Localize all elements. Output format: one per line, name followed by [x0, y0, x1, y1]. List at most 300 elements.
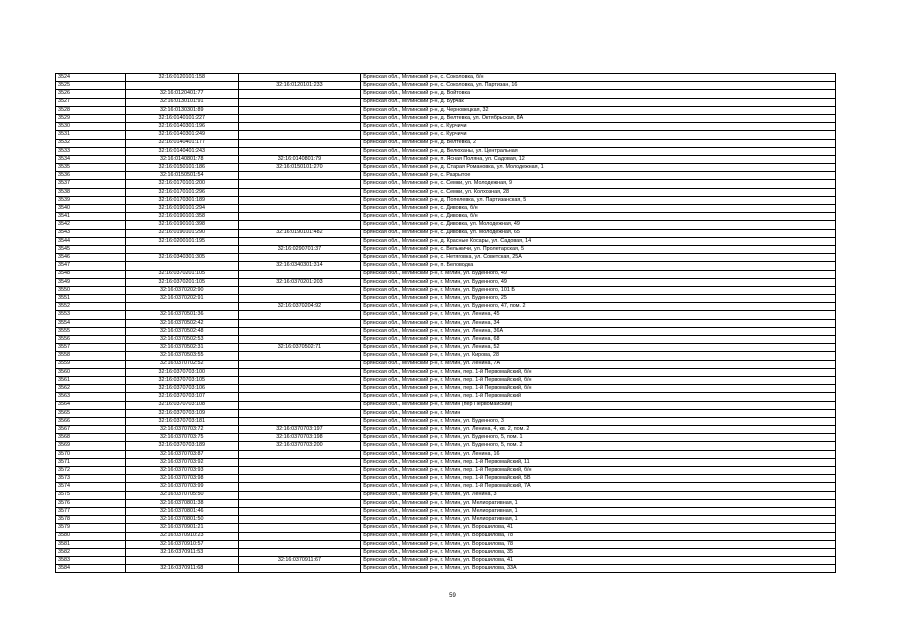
row-number-cell: 3560: [56, 368, 126, 376]
cadastral-number-cell: 32:16:0370702:52: [125, 360, 238, 368]
row-number-cell: 3554: [56, 319, 126, 327]
cadastral-number-cell: 32:16:0370703:99: [125, 483, 238, 491]
row-number-cell: 3542: [56, 221, 126, 229]
row-number-cell: 3551: [56, 295, 126, 303]
cadastral-number-cell: [125, 303, 238, 311]
row-number-cell: 3562: [56, 385, 126, 393]
cadastral-number-cell: 32:16:0370703:106: [125, 385, 238, 393]
address-cell: Брянская обл., Мглинский р-н, г. Мглин, пер. 1-й Первомайский, б/н: [361, 467, 836, 475]
table-row: [56, 254, 836, 262]
address-cell: Брянская обл., Мглинский р-н, г. Мглин, пер. 1-й Первомайский, 7А: [361, 483, 836, 491]
row-number-cell: 3540: [56, 205, 126, 213]
address-cell: Брянская обл., Мглинский р-н, г. Мглин, ул. Ленина, 3: [361, 491, 836, 499]
new-cadastral-number-cell: [238, 467, 361, 475]
table-row: [56, 557, 836, 565]
new-cadastral-number-cell: [238, 475, 361, 483]
address-cell: Брянская обл., Мглинский р-н, д. Велтевка, 2: [361, 139, 836, 147]
table-row: [56, 205, 836, 213]
address-cell: Брянская обл., Мглинский р-н, г. Мглин, ул. Буденного, 5, пом. 2: [361, 442, 836, 450]
address-cell: Брянская обл., Мглинский р-н, г. Мглин, ул. Мелиоративная, 1: [361, 499, 836, 507]
new-cadastral-number-cell: [238, 319, 361, 327]
address-cell: Брянская обл., Мглинский р-н, д. Попелевка, ул. Партизанская, 5: [361, 196, 836, 204]
cadastral-number-cell: 32:16:0370703:108: [125, 401, 238, 409]
address-cell: Брянская обл., Мглинский р-н, г. Мглин, пер. 1-й Первомайский, 5В: [361, 475, 836, 483]
new-cadastral-number-cell: [238, 131, 361, 139]
table-row: [56, 245, 836, 253]
row-number-cell: 3552: [56, 303, 126, 311]
row-number-cell: 3549: [56, 278, 126, 286]
cadastral-number-cell: 32:16:0370202:91: [125, 295, 238, 303]
row-number-cell: 3530: [56, 123, 126, 131]
table-row: [56, 82, 836, 90]
row-number-cell: 3578: [56, 516, 126, 524]
row-number-cell: 3529: [56, 114, 126, 122]
table-row: [56, 360, 836, 368]
table-row: [56, 483, 836, 491]
new-cadastral-number-cell: [238, 532, 361, 540]
cadastral-number-cell: 32:16:0370703:100: [125, 368, 238, 376]
table-row: [56, 524, 836, 532]
new-cadastral-number-cell: [238, 548, 361, 556]
row-number-cell: 3544: [56, 237, 126, 245]
address-cell: Брянская обл., Мглинский р-н, г. Мглин, пер. 1-й Первомайский, 11: [361, 458, 836, 466]
new-cadastral-number-cell: 32:16:0370204:92: [238, 303, 361, 311]
address-cell: Брянская обл., Мглинский р-н, г. Мглин, ул. Ленина, 4, кв. 2, пом. 2: [361, 426, 836, 434]
cadastral-number-cell: 32:16:0170101:200: [125, 180, 238, 188]
new-cadastral-number-cell: [238, 417, 361, 425]
table-row: [56, 286, 836, 294]
row-number-cell: 3531: [56, 131, 126, 139]
new-cadastral-number-cell: [238, 270, 361, 278]
cadastral-number-cell: 32:16:0370501:36: [125, 311, 238, 319]
new-cadastral-number-cell: [238, 360, 361, 368]
new-cadastral-number-cell: [238, 213, 361, 221]
new-cadastral-number-cell: [238, 491, 361, 499]
address-cell: Брянская обл., Мглинский р-н, г. Мглин, ул. Кирова, 28: [361, 352, 836, 360]
table-row: [56, 319, 836, 327]
address-cell: Брянская обл., Мглинский р-н, г. Мглин, ул. Ворошилова, 41: [361, 557, 836, 565]
row-number-cell: 3559: [56, 360, 126, 368]
table-row: [56, 516, 836, 524]
table-row: [56, 90, 836, 98]
table-row: [56, 147, 836, 155]
row-number-cell: 3580: [56, 532, 126, 540]
address-cell: Брянская обл., Мглинский р-н, г. Мглин, ул. Ленина, 36А: [361, 327, 836, 335]
row-number-cell: 3556: [56, 336, 126, 344]
cadastral-number-cell: 32:16:0200101:195: [125, 237, 238, 245]
address-cell: Брянская обл., Мглинский р-н, г. Мглин, ул. Ленина, 52: [361, 344, 836, 352]
address-cell: Брянская обл., Мглинский р-н, д. Бурчак: [361, 98, 836, 106]
table-row: [56, 221, 836, 229]
new-cadastral-number-cell: 32:16:0370911:67: [238, 557, 361, 565]
table-row: [56, 434, 836, 442]
address-cell: Брянская обл., Мглинский р-н, с. Дивовка, ул. Молодежная, 65: [361, 229, 836, 237]
row-number-cell: 3536: [56, 172, 126, 180]
new-cadastral-number-cell: [238, 106, 361, 114]
address-cell: Брянская обл., Мглинский р-н, с. Дивовка, б/н: [361, 205, 836, 213]
table-row: [56, 172, 836, 180]
address-cell: Брянская обл., Мглинский р-н, г. Мглин, ул. Буденного, 5, пом. 1: [361, 434, 836, 442]
address-cell: Брянская обл., Мглинский р-н, г. Мглин (пер Первомайский): [361, 401, 836, 409]
address-cell: Брянская обл., Мглинский р-н, г. Мглин, ул. Ворошилова, 41: [361, 524, 836, 532]
row-number-cell: 3582: [56, 548, 126, 556]
address-cell: Брянская обл., Мглинский р-н, г. Мглин, ул. Буденного, 49: [361, 278, 836, 286]
table-row: [56, 327, 836, 335]
cadastral-number-cell: 32:16:0370502:31: [125, 344, 238, 352]
new-cadastral-number-cell: [238, 368, 361, 376]
cadastral-number-cell: 32:16:0170101:296: [125, 188, 238, 196]
address-cell: Брянская обл., Мглинский р-н, с. Соколовка, ул. Партизан, 16: [361, 82, 836, 90]
cadastral-number-cell: 32:16:0190101:290: [125, 229, 238, 237]
row-number-cell: 3535: [56, 164, 126, 172]
table-row: [56, 213, 836, 221]
cadastral-number-cell: 32:16:0120401:77: [125, 90, 238, 98]
new-cadastral-number-cell: [238, 409, 361, 417]
cadastral-number-cell: 32:16:0370703:92: [125, 458, 238, 466]
address-cell: Брянская обл., Мглинский р-н, с. Разрытое: [361, 172, 836, 180]
table-row: [56, 376, 836, 384]
row-number-cell: 3569: [56, 442, 126, 450]
new-cadastral-number-cell: 32:16:0140801:79: [238, 155, 361, 163]
row-number-cell: 3525: [56, 82, 126, 90]
address-cell: Брянская обл., Мглинский р-н, г. Мглин, ул. Мелиоративная, 1: [361, 516, 836, 524]
new-cadastral-number-cell: [238, 327, 361, 335]
table-row: [56, 450, 836, 458]
new-cadastral-number-cell: [238, 540, 361, 548]
new-cadastral-number-cell: [238, 221, 361, 229]
row-number-cell: 3568: [56, 434, 126, 442]
table-row: [56, 114, 836, 122]
address-cell: Брянская обл., Мглинский р-н, с. Семки, ул. Молодежная, 9: [361, 180, 836, 188]
cadastral-number-cell: 32:16:0370201:105: [125, 270, 238, 278]
new-cadastral-number-cell: [238, 458, 361, 466]
new-cadastral-number-cell: 32:16:0370703:198: [238, 434, 361, 442]
new-cadastral-number-cell: 32:16:0370201:203: [238, 278, 361, 286]
address-cell: Брянская обл., Мглинский р-н, с. Дивовка, ул. Молодежная, 49: [361, 221, 836, 229]
address-cell: Брянская обл., Мглинский р-н, г. Мглин, ул. Ворошилова, 78: [361, 540, 836, 548]
new-cadastral-number-cell: [238, 139, 361, 147]
table-row: [56, 229, 836, 237]
row-number-cell: 3574: [56, 483, 126, 491]
new-cadastral-number-cell: [238, 188, 361, 196]
cadastral-number-cell: 32:16:0370703:189: [125, 442, 238, 450]
address-cell: Брянская обл., Мглинский р-н, с. Курчичи: [361, 131, 836, 139]
row-number-cell: 3527: [56, 98, 126, 106]
address-cell: Брянская обл., Мглинский р-н, г. Мглин, ул. Буденного, 49: [361, 270, 836, 278]
row-number-cell: 3550: [56, 286, 126, 294]
new-cadastral-number-cell: [238, 172, 361, 180]
table-row: [56, 344, 836, 352]
new-cadastral-number-cell: [238, 352, 361, 360]
address-cell: Брянская обл., Мглинский р-н, г. Мглин, ул. Ворошилова, 78: [361, 532, 836, 540]
row-number-cell: 3534: [56, 155, 126, 163]
row-number-cell: 3564: [56, 401, 126, 409]
address-cell: Брянская обл., Мглинский р-н, д. Войтовка: [361, 90, 836, 98]
row-number-cell: 3558: [56, 352, 126, 360]
address-cell: Брянская обл., Мглинский р-н, с. Соколовка, б/н: [361, 74, 836, 82]
row-number-cell: 3526: [56, 90, 126, 98]
address-cell: Брянская обл., Мглинский р-н, г. Мглин, пер. 1-й Первомайский, б/н: [361, 385, 836, 393]
address-cell: Брянская обл., Мглинский р-н, с. Курчичи: [361, 123, 836, 131]
table-row: [56, 295, 836, 303]
row-number-cell: 3539: [56, 196, 126, 204]
table-row: [56, 475, 836, 483]
cadastral-number-cell: 32:16:0370201:105: [125, 278, 238, 286]
new-cadastral-number-cell: [238, 385, 361, 393]
table-row: [56, 196, 836, 204]
row-number-cell: 3566: [56, 417, 126, 425]
cadastral-number-cell: 32:16:0370703:181: [125, 417, 238, 425]
new-cadastral-number-cell: [238, 295, 361, 303]
new-cadastral-number-cell: [238, 311, 361, 319]
table-row: [56, 409, 836, 417]
cadastral-number-cell: 32:16:0370502:42: [125, 319, 238, 327]
cadastral-number-cell: 32:16:0170301:189: [125, 196, 238, 204]
new-cadastral-number-cell: 32:16:0370502:71: [238, 344, 361, 352]
row-number-cell: 3537: [56, 180, 126, 188]
cadastral-number-cell: [125, 262, 238, 270]
address-cell: Брянская обл., Мглинский р-н, г. Мглин, ул. Ворошилова, 35: [361, 548, 836, 556]
new-cadastral-number-cell: 32:16:0120101:233: [238, 82, 361, 90]
cadastral-number-cell: 32:16:0370801:50: [125, 516, 238, 524]
new-cadastral-number-cell: [238, 499, 361, 507]
table-row: [56, 548, 836, 556]
cadastral-number-cell: 32:16:0140301:196: [125, 123, 238, 131]
address-cell: Брянская обл., Мглинский р-н, г. Мглин, ул. Буденного, 25: [361, 295, 836, 303]
table-row: [56, 237, 836, 245]
cadastral-number-cell: 32:16:0120101:158: [125, 74, 238, 82]
address-cell: Брянская обл., Мглинский р-н, с. Дивовка, б/н: [361, 213, 836, 221]
new-cadastral-number-cell: [238, 180, 361, 188]
row-number-cell: 3565: [56, 409, 126, 417]
new-cadastral-number-cell: [238, 90, 361, 98]
table-row: [56, 499, 836, 507]
new-cadastral-number-cell: [238, 450, 361, 458]
new-cadastral-number-cell: 32:16:0370703:197: [238, 426, 361, 434]
row-number-cell: 3573: [56, 475, 126, 483]
table-row: [56, 565, 836, 573]
address-cell: Брянская обл., Мглинский р-н, п. Ясная Поляна, ул. Садовая, 12: [361, 155, 836, 163]
row-number-cell: 3584: [56, 565, 126, 573]
row-number-cell: 3579: [56, 524, 126, 532]
new-cadastral-number-cell: [238, 205, 361, 213]
cadastral-number-cell: 32:16:0370910:23: [125, 532, 238, 540]
cadastral-number-cell: 32:16:0140801:78: [125, 155, 238, 163]
cadastral-number-cell: 32:16:0370911:68: [125, 565, 238, 573]
address-cell: Брянская обл., Мглинский р-н, д. Черновецкая, 32: [361, 106, 836, 114]
address-cell: Брянская обл., Мглинский р-н, г. Мглин, ул. Ворошилова, 33А: [361, 565, 836, 573]
row-number-cell: 3538: [56, 188, 126, 196]
new-cadastral-number-cell: [238, 196, 361, 204]
address-cell: Брянская обл., Мглинский р-н, с. Нетяговка, ул. Советская, 25А: [361, 254, 836, 262]
new-cadastral-number-cell: [238, 516, 361, 524]
cadastral-number-cell: 32:16:0370801:38: [125, 499, 238, 507]
table-row: [56, 491, 836, 499]
new-cadastral-number-cell: [238, 393, 361, 401]
row-number-cell: 3548: [56, 270, 126, 278]
row-number-cell: 3547: [56, 262, 126, 270]
table-row: [56, 164, 836, 172]
cadastral-number-cell: 32:16:0130101:91: [125, 98, 238, 106]
table-row: [56, 131, 836, 139]
address-cell: Брянская обл., Мглинский р-н, г. Мглин, ул. Буденного, 47, пом. 2: [361, 303, 836, 311]
cadastral-number-cell: 32:16:0370703:75: [125, 434, 238, 442]
new-cadastral-number-cell: [238, 565, 361, 573]
address-cell: Брянская обл., Мглинский р-н, г. Мглин, ул. Ленина, 34: [361, 319, 836, 327]
table-row: [56, 98, 836, 106]
cadastral-number-cell: 32:16:0140401:243: [125, 147, 238, 155]
row-number-cell: 3557: [56, 344, 126, 352]
row-number-cell: 3572: [56, 467, 126, 475]
new-cadastral-number-cell: [238, 147, 361, 155]
new-cadastral-number-cell: 32:16:0340301:314: [238, 262, 361, 270]
cadastral-number-cell: 32:16:0370705:50: [125, 491, 238, 499]
row-number-cell: 3571: [56, 458, 126, 466]
new-cadastral-number-cell: [238, 376, 361, 384]
cadastral-number-cell: 32:16:0370703:98: [125, 475, 238, 483]
cadastral-number-cell: 32:16:0370502:48: [125, 327, 238, 335]
cadastral-number-cell: [125, 245, 238, 253]
address-cell: Брянская обл., Мглинский р-н, г. Мглин, пер. 1-й Первомайский, б/н: [361, 368, 836, 376]
cadastral-number-cell: 32:16:0140301:249: [125, 131, 238, 139]
address-cell: Брянская обл., Мглинский р-н, г. Мглин, пер. 1-й Первомайский, б/н: [361, 376, 836, 384]
address-cell: Брянская обл., Мглинский р-н, д. Красные Косары, ул. Садовая, 14: [361, 237, 836, 245]
cadastral-number-cell: 32:16:0370910:57: [125, 540, 238, 548]
cadastral-number-cell: 32:16:0370202:90: [125, 286, 238, 294]
new-cadastral-number-cell: [238, 123, 361, 131]
cadastral-number-cell: 32:16:0370703:105: [125, 376, 238, 384]
new-cadastral-number-cell: 32:16:0150101:270: [238, 164, 361, 172]
row-number-cell: 3576: [56, 499, 126, 507]
row-number-cell: 3561: [56, 376, 126, 384]
table-row: [56, 532, 836, 540]
table-row: [56, 278, 836, 286]
row-number-cell: 3577: [56, 507, 126, 515]
cadastral-number-cell: [125, 82, 238, 90]
table-row: [56, 155, 836, 163]
address-cell: Брянская обл., Мглинский р-н, с. Семки, ул. Колхозная, 28: [361, 188, 836, 196]
address-cell: Брянская обл., Мглинский р-н, г. Мглин: [361, 409, 836, 417]
cadastral-number-cell: 32:16:0370703:93: [125, 467, 238, 475]
row-number-cell: 3545: [56, 245, 126, 253]
cadastral-number-cell: 32:16:0370801:46: [125, 507, 238, 515]
row-number-cell: 3583: [56, 557, 126, 565]
cadastral-number-cell: 32:16:0370703:109: [125, 409, 238, 417]
cadastral-number-cell: 32:16:0190101:358: [125, 213, 238, 221]
table-row: [56, 262, 836, 270]
cadastral-number-cell: 32:16:0370911:53: [125, 548, 238, 556]
new-cadastral-number-cell: 32:16:0370703:200: [238, 442, 361, 450]
new-cadastral-number-cell: [238, 507, 361, 515]
table-row: [56, 270, 836, 278]
new-cadastral-number-cell: 32:16:0190101:482: [238, 229, 361, 237]
table-row: [56, 467, 836, 475]
new-cadastral-number-cell: [238, 114, 361, 122]
cadastral-number-cell: 32:16:0370703:72: [125, 426, 238, 434]
address-cell: Брянская обл., Мглинский р-н, с. Вельжичи, ул. Пролетарская, 5: [361, 245, 836, 253]
address-cell: Брянская обл., Мглинский р-н, д. Велюханы, ул. Центральная: [361, 147, 836, 155]
page-number: 59: [449, 593, 456, 599]
new-cadastral-number-cell: [238, 524, 361, 532]
table-row: [56, 442, 836, 450]
new-cadastral-number-cell: [238, 286, 361, 294]
address-cell: Брянская обл., Мглинский р-н, г. Мглин, ул. Ленина, 7А: [361, 360, 836, 368]
row-number-cell: 3543: [56, 229, 126, 237]
new-cadastral-number-cell: [238, 401, 361, 409]
row-number-cell: 3567: [56, 426, 126, 434]
table-row: [56, 106, 836, 114]
cadastral-number-cell: 32:16:0150501:54: [125, 172, 238, 180]
table-row: [56, 180, 836, 188]
table-row: [56, 303, 836, 311]
cadastral-number-cell: 32:16:0150101:186: [125, 164, 238, 172]
table-row: [56, 74, 836, 82]
cadastral-number-cell: 32:16:0130301:89: [125, 106, 238, 114]
address-cell: Брянская обл., Мглинский р-н, г. Мглин, ул. Мелиоративная, 1: [361, 507, 836, 515]
row-number-cell: 3570: [56, 450, 126, 458]
row-number-cell: 3555: [56, 327, 126, 335]
new-cadastral-number-cell: [238, 483, 361, 491]
table-row: [56, 311, 836, 319]
address-cell: Брянская обл., Мглинский р-н, г. Мглин, ул. Ленина, 45: [361, 311, 836, 319]
cadastral-number-cell: 32:16:0340301:305: [125, 254, 238, 262]
records-table: [55, 73, 836, 573]
new-cadastral-number-cell: [238, 336, 361, 344]
cadastral-number-cell: 32:16:0370502:53: [125, 336, 238, 344]
cadastral-number-cell: 32:16:0190101:398: [125, 221, 238, 229]
cadastral-number-cell: 32:16:0370901:21: [125, 524, 238, 532]
cadastral-number-cell: [125, 557, 238, 565]
cadastral-number-cell: 32:16:0370503:55: [125, 352, 238, 360]
address-cell: Брянская обл., Мглинский р-н, г. Мглин, ул. Буденного, 3: [361, 417, 836, 425]
address-cell: Брянская обл., Мглинский р-н, г. Мглин, ул. Ленина, 16: [361, 450, 836, 458]
cadastral-number-cell: 32:16:0370703:107: [125, 393, 238, 401]
row-number-cell: 3581: [56, 540, 126, 548]
table-row: [56, 401, 836, 409]
table-row: [56, 426, 836, 434]
cadastral-number-cell: 32:16:0370703:87: [125, 450, 238, 458]
table-row: [56, 139, 836, 147]
table-row: [56, 336, 836, 344]
address-cell: Брянская обл., Мглинский р-н, д. Старая Романовка, ул. Молодежная, 1: [361, 164, 836, 172]
new-cadastral-number-cell: [238, 254, 361, 262]
table-row: [56, 393, 836, 401]
row-number-cell: 3528: [56, 106, 126, 114]
address-cell: Брянская обл., Мглинский р-н, п. Беловодка: [361, 262, 836, 270]
table-row: [56, 385, 836, 393]
address-cell: Брянская обл., Мглинский р-н, г. Мглин, пер. 1-й Первомайский: [361, 393, 836, 401]
table-row: [56, 458, 836, 466]
address-cell: Брянская обл., Мглинский р-н, г. Мглин, ул. Буденного, 101 Б: [361, 286, 836, 294]
records-table-body: [56, 74, 836, 573]
table-row: [56, 417, 836, 425]
new-cadastral-number-cell: 32:16:0290701:37: [238, 245, 361, 253]
new-cadastral-number-cell: [238, 98, 361, 106]
table-row: [56, 540, 836, 548]
row-number-cell: 3553: [56, 311, 126, 319]
row-number-cell: 3533: [56, 147, 126, 155]
row-number-cell: 3532: [56, 139, 126, 147]
table-row: [56, 507, 836, 515]
row-number-cell: 3541: [56, 213, 126, 221]
cadastral-number-cell: 32:16:0140401:177: [125, 139, 238, 147]
row-number-cell: 3546: [56, 254, 126, 262]
new-cadastral-number-cell: [238, 237, 361, 245]
cadastral-number-cell: 32:16:0190101:294: [125, 205, 238, 213]
cadastral-number-cell: 32:16:0140101:227: [125, 114, 238, 122]
table-row: [56, 123, 836, 131]
address-cell: Брянская обл., Мглинский р-н, д. Велтевка, ул. Октябрьская, 8А: [361, 114, 836, 122]
